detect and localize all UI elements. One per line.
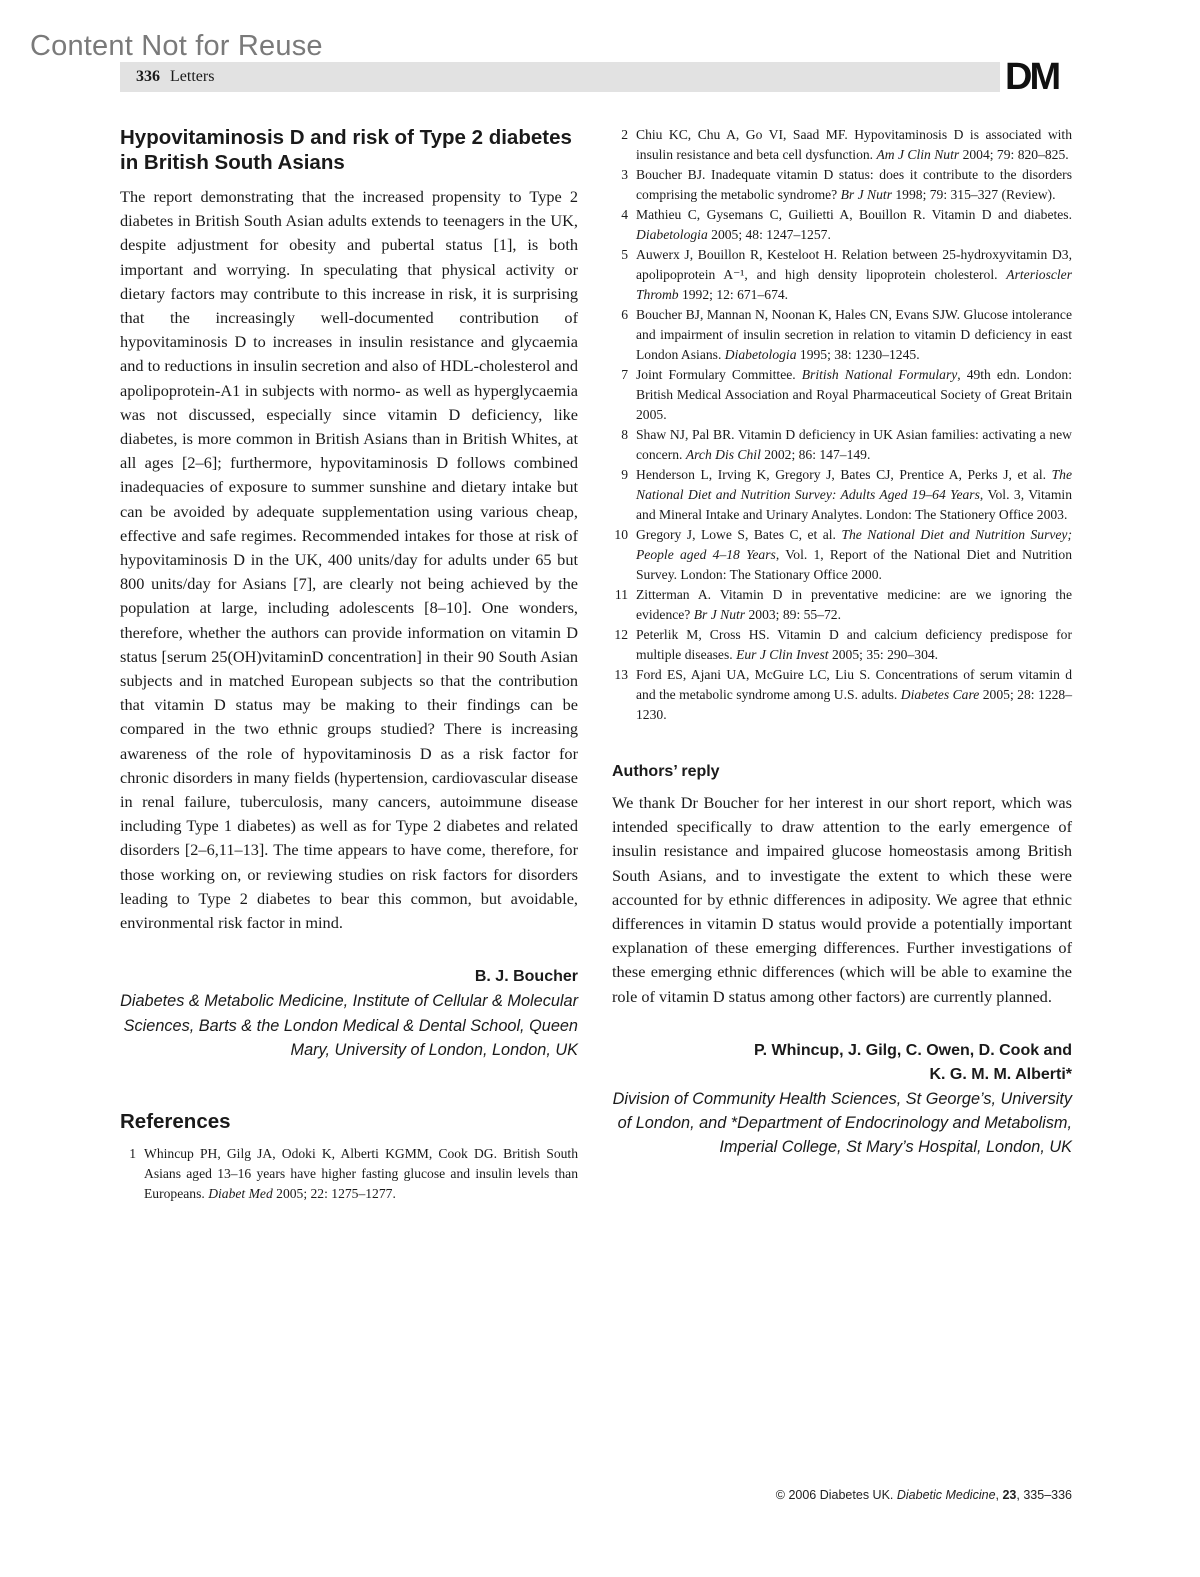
reference-text: Henderson L, Irving K, Gregory J, Bates CJ, Prentice A, Perks J, et al. bbox=[636, 467, 1052, 482]
reference-details: , 49th edn. London: British Medical Association and Royal Pharmaceutical Society of Great Britain 2005. bbox=[636, 367, 1072, 422]
reference-journal: The National Diet and Nutrition Survey: Adults Aged 19–64 Years bbox=[636, 467, 1072, 502]
watermark: Content Not for Reuse bbox=[30, 30, 323, 62]
reply-affiliation: Division of Community Health Sciences, St George’s, University of London, and *Department of Endocrinology and Metabolism, Imperial College, St Mary’s Hospital, London, UK bbox=[612, 1089, 1072, 1157]
reference-item bbox=[612, 165, 1072, 205]
reference-journal: Arterioscler Thromb bbox=[636, 267, 1072, 302]
reply-authors-line1: P. Whincup, J. Gilg, C. Owen, D. Cook and bbox=[754, 1041, 1072, 1059]
reference-item bbox=[120, 1144, 578, 1204]
reference-text: Joint Formulary Committee. bbox=[636, 367, 802, 382]
reference-item bbox=[612, 525, 1072, 585]
reference-text: Auwerx J, Bouillon R, Kesteloot H. Relation between 25-hydroxyvitamin D3, apolipoprotein A⁻¹, and high density lipoprotein cholesterol. bbox=[636, 247, 1072, 282]
journal-logo: DM bbox=[1005, 56, 1059, 98]
reference-text: Ford ES, Ajani UA, McGuire LC, Liu S. Concentrations of serum vitamin d and the metabolic syndrome among U.S. adults. bbox=[636, 667, 1072, 702]
reference-details: 2005; 48: 1247–1257. bbox=[707, 227, 831, 242]
reference-journal: British National Formulary bbox=[801, 367, 958, 382]
reference-number: 3 bbox=[621, 167, 628, 182]
reference-text: Gregory J, Lowe S, Bates C, et al. bbox=[636, 527, 842, 542]
reference-item bbox=[612, 665, 1072, 725]
reference-item bbox=[612, 365, 1072, 425]
right-column bbox=[612, 125, 1072, 1159]
reference-details: 1995; 38: 1230–1245. bbox=[796, 347, 920, 362]
reference-text: Peterlik M, Cross HS. Vitamin D and calcium deficiency predispose for multiple diseases. bbox=[636, 627, 1072, 662]
reference-number: 7 bbox=[621, 367, 628, 382]
reference-number: 10 bbox=[614, 527, 628, 542]
reference-details: 2005; 28: 1228–1230. bbox=[636, 687, 1073, 722]
page-number: 336 bbox=[136, 68, 160, 85]
reference-item bbox=[612, 625, 1072, 665]
letter-affiliation: Diabetes & Metabolic Medicine, Institute of Cellular & Molecular Sciences, Barts & the London Medical & Dental School, Queen Mary, University of London, London, UK bbox=[120, 992, 578, 1059]
reply-authors-line2: K. G. M. M. Alberti* bbox=[929, 1065, 1072, 1083]
reference-number: 6 bbox=[621, 307, 628, 322]
reference-text: Boucher BJ, Mannan N, Noonan K, Hales CN, Evans SJW. Glucose intolerance and impairment of insulin secretion in relation to vitamin D deficiency in east London Asians. bbox=[636, 307, 1072, 362]
footer-journal: Diabetic Medicine bbox=[896, 1488, 996, 1502]
references-heading: References bbox=[120, 1109, 231, 1133]
reference-journal: Br J Nutr bbox=[693, 607, 746, 622]
reference-number: 8 bbox=[621, 427, 628, 442]
reference-journal: Br J Nutr bbox=[840, 187, 892, 202]
reference-item bbox=[612, 425, 1072, 465]
reference-item bbox=[612, 205, 1072, 245]
reference-item bbox=[612, 465, 1072, 525]
reference-number: 11 bbox=[614, 587, 628, 602]
running-header bbox=[120, 62, 1000, 92]
footer-volume: 23 bbox=[1002, 1488, 1017, 1502]
letter-author: B. J. Boucher bbox=[474, 968, 578, 986]
reference-number: 9 bbox=[621, 467, 628, 482]
reference-number: 5 bbox=[621, 247, 628, 262]
reference-text: Boucher BJ. Inadequate vitamin D status: does it contribute to the disorders comprising the metabolic syndrome? bbox=[636, 167, 1072, 202]
reference-details: 1992; 12: 671–674. bbox=[678, 287, 789, 302]
reference-item bbox=[612, 585, 1072, 625]
reference-journal: Am J Clin Nutr bbox=[876, 147, 960, 162]
reference-text: Whincup PH, Gilg JA, Odoki K, Alberti KGMM, Cook DG. British South Asians aged 13–16 years have higher fasting glucose and insulin levels than Europeans. bbox=[144, 1145, 578, 1201]
reference-journal: Diabetologia bbox=[636, 227, 708, 242]
reference-number: 1 bbox=[129, 1145, 136, 1161]
reference-text: Mathieu C, Gysemans C, Guilietti A, Bouillon R. Vitamin D and diabetes. bbox=[636, 207, 1072, 222]
reference-text: Shaw NJ, Pal BR. Vitamin D deficiency in UK Asian families: activating a new concern. bbox=[636, 427, 1072, 462]
section-name: Letters bbox=[170, 68, 215, 85]
reply-signature bbox=[612, 1039, 1072, 1160]
reply-body: We thank Dr Boucher for her interest in our short report, which was intended specifically to draw attention to the early emergence of insulin resistance and impaired glucose homeostasis among British South Asians, and to investigate the extent to which these were accounted for by ethnic differences in adiposity. We agree that ethnic differences in vitamin D status would provide a potentially important explanation of these emerging differences. Further investigations of these emerging ethnic differences (which will be able to examine the role of vitamin D status among other factors) are currently planned. bbox=[612, 793, 1072, 1006]
letter-title: Hypovitaminosis D and risk of Type 2 diabetes in British South Asians bbox=[120, 126, 572, 174]
letter-signature bbox=[120, 965, 578, 1062]
reference-details: 2005; 22: 1275–1277. bbox=[272, 1185, 396, 1201]
reference-journal: Diabetes Care bbox=[900, 687, 980, 702]
footer-copyright: © 2006 Diabetes UK. bbox=[775, 1488, 894, 1502]
reference-number: 4 bbox=[621, 207, 628, 222]
reference-text: Chiu KC, Chu A, Go VI, Saad MF. Hypovitaminosis D is associated with insulin resistance and beta cell dysfunction. bbox=[636, 127, 1072, 162]
reference-details: 2002; 86: 147–149. bbox=[760, 447, 871, 462]
reference-details: 2003; 89: 55–72. bbox=[745, 607, 842, 622]
reference-details: 2005; 35: 290–304. bbox=[828, 647, 939, 662]
reference-details: , Vol. 3, Vitamin and Mineral Intake and Urinary Analytes. London: The Stationery Office 2003. bbox=[636, 487, 1072, 522]
reference-item bbox=[612, 125, 1072, 165]
reference-number: 2 bbox=[621, 127, 628, 142]
reference-journal: Diabet Med bbox=[208, 1185, 273, 1201]
reference-journal: Eur J Clin Invest bbox=[736, 647, 829, 662]
reference-number: 13 bbox=[614, 667, 628, 682]
reference-item bbox=[612, 305, 1072, 365]
reference-details: , Vol. 1, Report of the National Diet and Nutrition Survey. London: The Stationary Office 2000. bbox=[636, 547, 1072, 582]
reference-list-right bbox=[612, 125, 1072, 725]
reference-list-left bbox=[120, 1144, 578, 1204]
left-column bbox=[120, 125, 578, 1204]
reference-text: Zitterman A. Vitamin D in preventative medicine: are we ignoring the evidence? bbox=[636, 587, 1072, 622]
reference-item bbox=[612, 245, 1072, 305]
reply-heading: Authors’ reply bbox=[612, 763, 720, 780]
reference-details: 1998; 79: 315–327 (Review). bbox=[891, 187, 1056, 202]
reference-journal: The National Diet and Nutrition Survey; People aged 4–18 Years bbox=[636, 527, 1072, 562]
page-footer: © 2006 Diabetes UK. Diabetic Medicine, 23, 335–336 bbox=[775, 1488, 1072, 1502]
reference-journal: Arch Dis Chil bbox=[685, 447, 761, 462]
letter-body: The report demonstrating that the increased propensity to Type 2 diabetes in British South Asian adults extends to teenagers in the UK, despite adjustment for obesity and pubertal status [1], is both important and worrying. In speculating that physical activity or dietary factors may contribute to this increase in risk, it is surprising that the increasingly well-documented contribution of hypovitaminosis D to increases in insulin resistance and glycaemia and to reductions in insulin secretion and also of HDL-cholesterol and apolipoprotein-A1 in subjects with normo- as well as hyperglycaemia was not discussed, especially since vitamin D deficiency, like diabetes, is more common in British Asians than in British Whites, at all ages [2–6]; furthermore, hypovitaminosis D follows combined inadequacies of exposure to summer sunshine and dietary intake but can be avoided by adequate supplementation using various cheap, effective and safe regimes. Recommended intakes for those at risk of hypovitaminosis D in the UK, 400 units/day for adults under 65 but 800 units/day for Asians [7], are clearly not being achieved by the population at large, including adolescents [8–10]. One wonders, therefore, whether the authors can provide information on vitamin D status [serum 25(OH)vitaminD concentration] in their 90 South Asian subjects and in matched European subjects so that the contribution that vitamin D status may be making to their findings can be compared in the two ethnic groups studied? There is increasing awareness of the role of hypovitaminosis D as a risk factor for chronic disorders in many fields (hypertension, cardiovascular disease in renal failure, tuberculosis, many cancers, autoimmune disease including Type 1 diabetes) as well as for Type 2 diabetes and related disorders [2–6,11–13]. The time appears to have come, therefore, for those working on, or reviewing studies on risk factors for disorders leading to Type 2 diabetes to bear this common, but avoidable, environmental risk factor in mind. bbox=[120, 187, 578, 933]
reference-journal: Diabetologia bbox=[724, 347, 797, 362]
reference-details: 2004; 79: 820–825. bbox=[959, 147, 1069, 162]
footer-pages: , 335–336 bbox=[1016, 1488, 1072, 1502]
reference-number: 12 bbox=[614, 627, 628, 642]
